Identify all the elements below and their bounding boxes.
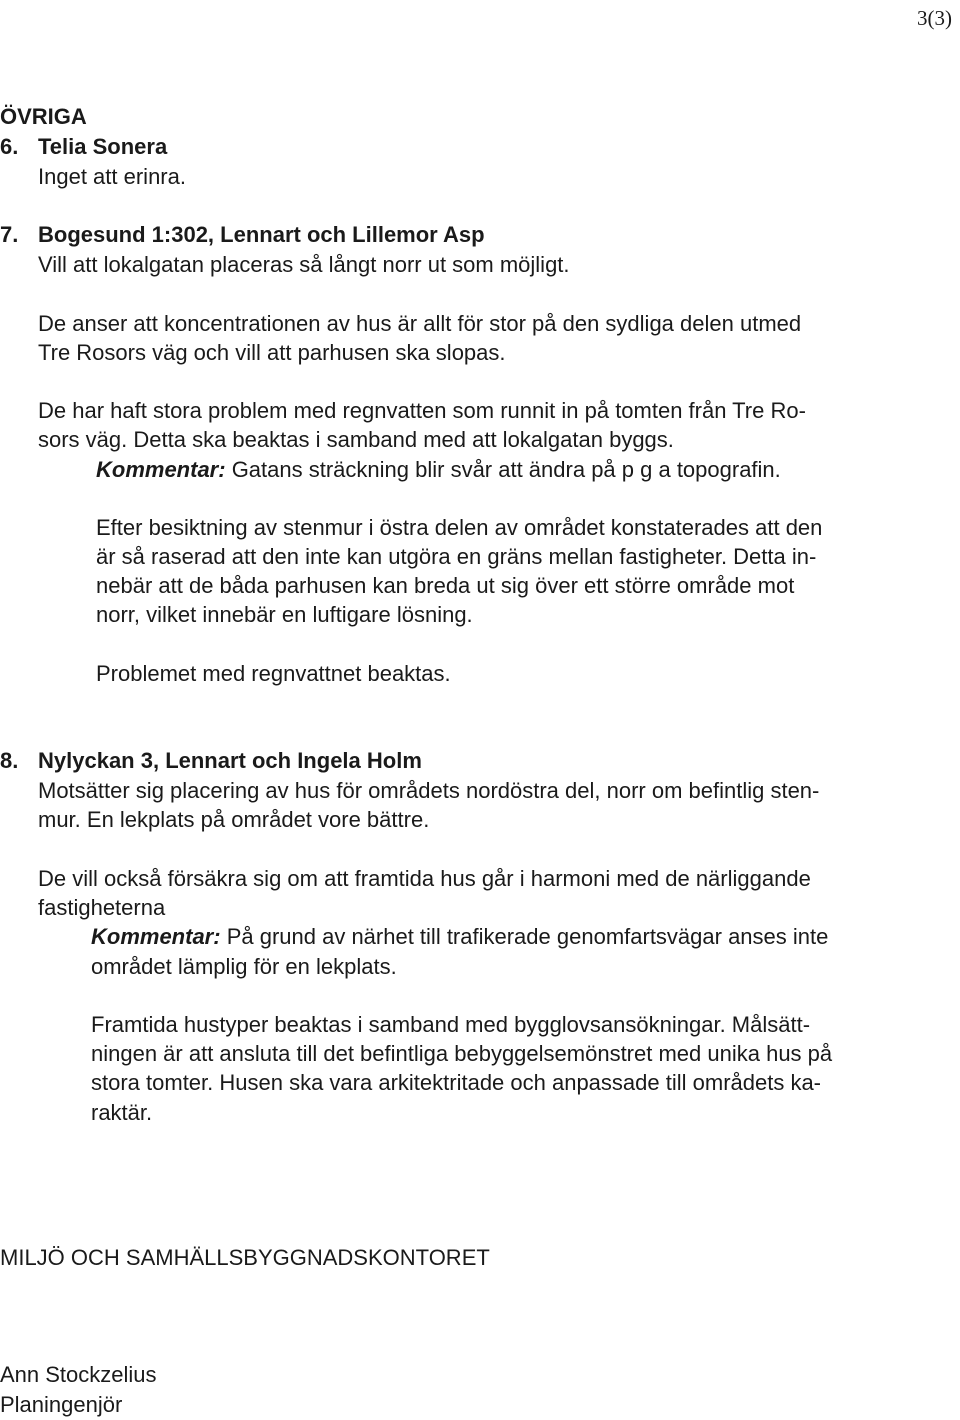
item-7-para3-line: De har haft stora problem med regnvatten som runnit in på tomten från Tre Ro- (38, 398, 806, 423)
item-8-number: 8. (0, 748, 19, 773)
item-8-para1-line: Motsätter sig placering av hus för områdets nordöstra del, norr om befintlig sten- (38, 778, 820, 803)
section-heading: ÖVRIGA (0, 104, 87, 129)
item-7-para4-line: Efter besiktning av stenmur i östra delen av området konstaterades att den (96, 515, 823, 540)
comment-text: Gatans sträckning blir svår att ändra på p g a topografin. (225, 457, 781, 482)
item-8-para3-line: Framtida hustyper beaktas i samband med bygglovsansökningar. Målsätt- (91, 1012, 811, 1037)
page-number: 3(3) (917, 6, 952, 30)
item-6-number: 6. (0, 134, 19, 159)
item-7-para2-line: De anser att koncentrationen av hus är allt för stor på den sydliga delen utmed (38, 311, 802, 336)
item-7-para4-line: nebär att de båda parhusen kan breda ut sig över ett större område mot (96, 573, 795, 598)
item-6-title: Telia Sonera (38, 134, 168, 159)
item-8-title: Nylyckan 3, Lennart och Ingela Holm (38, 748, 422, 773)
item-7-para4-line: norr, vilket innebär en luftigare lösning. (96, 602, 473, 627)
item-8-para2-line: De vill också försäkra sig om att framtida hus går i harmoni med de närliggande (38, 866, 811, 891)
office-name: MILJÖ OCH SAMHÄLLSBYGGNADSKONTORET (0, 1245, 490, 1270)
item-8-comment (91, 922, 828, 952)
item-8-comment-line2: området lämplig för en lekplats. (91, 954, 397, 979)
signatory-name: Ann Stockzelius (0, 1362, 157, 1387)
comment-label: Kommentar: (91, 924, 221, 949)
item-7-para3-line: sors väg. Detta ska beaktas i samband med att lokalgatan byggs. (38, 427, 674, 452)
item-6-text: Inget att erinra. (38, 164, 186, 189)
item-7-para2-line: Tre Rosors väg och vill att parhusen ska slopas. (38, 340, 506, 365)
item-7-title: Bogesund 1:302, Lennart och Lillemor Asp (38, 222, 485, 247)
item-7-line1: Vill att lokalgatan placeras så långt norr ut som möjligt. (38, 252, 570, 277)
item-8-para3-line: ningen är att ansluta till det befintliga bebyggelsemönstret med unika hus på (91, 1041, 833, 1066)
item-7-para5: Problemet med regnvattnet beaktas. (96, 661, 451, 686)
item-7-number: 7. (0, 222, 19, 247)
item-8-para2-line: fastigheterna (38, 895, 166, 920)
signatory-title: Planingenjör (0, 1392, 123, 1417)
item-8-para3-line: raktär. (91, 1100, 153, 1125)
item-7-para4-line: är så raserad att den inte kan utgöra en gräns mellan fastigheter. Detta in- (96, 544, 817, 569)
item-8-para1-line: mur. En lekplats på området vore bättre. (38, 807, 430, 832)
comment-label: Kommentar: (96, 457, 226, 482)
item-8-para3-line: stora tomter. Husen ska vara arkitektritade och anpassade till områdets ka- (91, 1070, 822, 1095)
item-7-comment (96, 455, 781, 485)
comment-text: På grund av närhet till trafikerade genomfartsvägar anses inte (220, 924, 829, 949)
